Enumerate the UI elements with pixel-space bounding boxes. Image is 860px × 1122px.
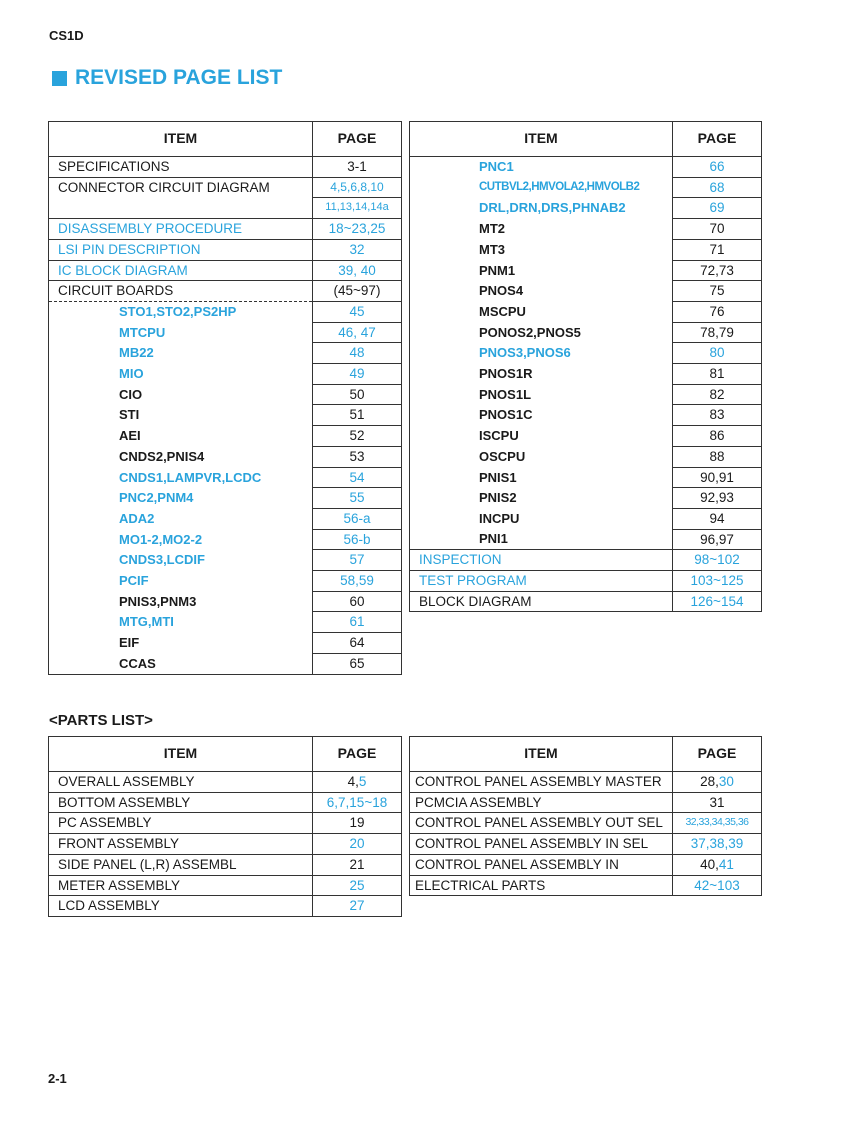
table-row bbox=[410, 281, 762, 302]
row-item: MTCPU bbox=[119, 324, 166, 340]
row-page: 4,5,6,8,10 bbox=[313, 177, 402, 198]
row-page: 42~103 bbox=[673, 875, 762, 896]
row-item: PNI1 bbox=[479, 531, 508, 547]
table-row bbox=[49, 260, 402, 281]
row-item: INCPU bbox=[479, 510, 520, 526]
row-page: 82 bbox=[673, 384, 762, 405]
table-row bbox=[49, 896, 402, 917]
table-row bbox=[410, 792, 762, 813]
table-row bbox=[49, 177, 402, 198]
table-row bbox=[49, 834, 402, 855]
item-column-header: ITEM bbox=[49, 737, 313, 772]
revised-page-table-left bbox=[48, 121, 402, 675]
row-page: 19 bbox=[313, 813, 402, 834]
row-item: PNC1 bbox=[479, 159, 514, 175]
row-page: 72,73 bbox=[673, 260, 762, 281]
row-item: OSCPU bbox=[479, 448, 526, 464]
page-column-header: PAGE bbox=[313, 122, 402, 157]
table-row bbox=[49, 198, 402, 219]
row-page: 27 bbox=[313, 896, 402, 917]
row-page: 31 bbox=[673, 792, 762, 813]
row-page: 88 bbox=[673, 446, 762, 467]
row-item: CONTROL PANEL ASSEMBLY IN bbox=[410, 854, 673, 875]
table-row bbox=[410, 813, 762, 834]
table-row bbox=[49, 772, 402, 793]
row-page-new: 5 bbox=[358, 774, 367, 789]
table-row bbox=[410, 772, 762, 793]
row-page-old: 40, bbox=[700, 856, 719, 872]
table-row bbox=[410, 219, 762, 240]
row-page: 66 bbox=[673, 157, 762, 178]
table-row bbox=[49, 219, 402, 240]
row-item: ISCPU bbox=[479, 428, 519, 444]
row-page: 58,59 bbox=[313, 571, 402, 592]
table-row bbox=[49, 405, 402, 426]
table-row bbox=[410, 343, 762, 364]
row-page: 49 bbox=[313, 364, 402, 385]
row-item: MT2 bbox=[479, 221, 505, 237]
row-page-new: 30 bbox=[718, 774, 734, 789]
row-item: MTG,MTI bbox=[119, 614, 174, 630]
row-page: 18~23,25 bbox=[313, 219, 402, 240]
row-page: 32,33,34,35,36 bbox=[673, 813, 762, 834]
table-row bbox=[410, 322, 762, 343]
row-item: INSPECTION bbox=[410, 550, 673, 571]
row-page: 11,13,14,14a bbox=[313, 198, 402, 219]
table-row bbox=[49, 157, 402, 178]
row-page: 96,97 bbox=[673, 529, 762, 550]
row-item: ELECTRICAL PARTS bbox=[410, 875, 673, 896]
table-row bbox=[410, 854, 762, 875]
row-item: MO1-2,MO2-2 bbox=[119, 531, 203, 547]
row-item bbox=[49, 198, 313, 219]
row-page: 37,38,39 bbox=[673, 834, 762, 855]
row-page: 94 bbox=[673, 508, 762, 529]
row-item: PNIS2 bbox=[479, 490, 517, 506]
page-number: 2-1 bbox=[48, 1071, 67, 1086]
table-row bbox=[410, 467, 762, 488]
row-item: LSI PIN DESCRIPTION bbox=[49, 239, 313, 260]
row-item: EIF bbox=[119, 635, 140, 651]
table-row bbox=[410, 446, 762, 467]
table-row bbox=[410, 364, 762, 385]
row-item: CIO bbox=[119, 386, 143, 402]
row-page: 69 bbox=[673, 198, 762, 219]
parts-list-heading: <PARTS LIST> bbox=[49, 712, 153, 729]
row-page-new: 41 bbox=[718, 856, 734, 872]
row-page: 60 bbox=[313, 591, 402, 612]
row-page: 46, 47 bbox=[313, 322, 402, 343]
row-item: CNDS2,PNIS4 bbox=[119, 448, 205, 464]
row-page: 80 bbox=[673, 343, 762, 364]
row-item: SIDE PANEL (L,R) ASSEMBL bbox=[49, 854, 313, 875]
table-row bbox=[49, 239, 402, 260]
row-page-old: 4, bbox=[347, 774, 359, 789]
row-page: 126~154 bbox=[673, 591, 762, 612]
row-item: BOTTOM ASSEMBLY bbox=[49, 792, 313, 813]
row-item: PNM1 bbox=[479, 262, 516, 278]
row-page: 50 bbox=[313, 384, 402, 405]
table-row bbox=[49, 322, 402, 343]
row-item: CIRCUIT BOARDS bbox=[49, 281, 313, 302]
row-page bbox=[673, 772, 762, 793]
row-item: PC ASSEMBLY bbox=[49, 813, 313, 834]
table-row bbox=[410, 591, 762, 612]
row-item: CNDS3,LCDIF bbox=[119, 552, 205, 568]
row-page: 52 bbox=[313, 426, 402, 447]
row-page: 21 bbox=[313, 854, 402, 875]
row-page: 68 bbox=[673, 177, 762, 198]
row-page: 103~125 bbox=[673, 571, 762, 592]
parts-table-left bbox=[48, 736, 402, 917]
table-row bbox=[410, 301, 762, 322]
row-item: CONNECTOR CIRCUIT DIAGRAM bbox=[49, 177, 313, 198]
row-item: PNOS3,PNOS6 bbox=[479, 345, 571, 361]
row-page: 39, 40 bbox=[313, 260, 402, 281]
table-row bbox=[410, 384, 762, 405]
row-item: PNIS1 bbox=[479, 469, 517, 485]
row-item: IC BLOCK DIAGRAM bbox=[49, 260, 313, 281]
row-item: CUTBVL2,HMVOLA2,HMVOLB2 bbox=[479, 180, 640, 193]
row-page: 25 bbox=[313, 875, 402, 896]
row-item: DRL,DRN,DRS,PHNAB2 bbox=[479, 200, 626, 216]
row-page: 32 bbox=[313, 239, 402, 260]
table-row bbox=[410, 488, 762, 509]
table-row bbox=[49, 364, 402, 385]
table-row bbox=[410, 426, 762, 447]
row-item: TEST PROGRAM bbox=[410, 571, 673, 592]
table-row bbox=[49, 813, 402, 834]
revised-page-table-right bbox=[409, 121, 762, 612]
table-row bbox=[49, 343, 402, 364]
table-row bbox=[49, 467, 402, 488]
row-page: 55 bbox=[313, 488, 402, 509]
table-row bbox=[49, 488, 402, 509]
row-page: 3-1 bbox=[313, 157, 402, 178]
table-row bbox=[410, 875, 762, 896]
row-item: PCIF bbox=[119, 573, 149, 589]
row-page: 61 bbox=[313, 612, 402, 633]
row-page: (45~97) bbox=[313, 281, 402, 302]
table-row bbox=[49, 301, 402, 322]
table-row bbox=[410, 260, 762, 281]
row-page: 92,93 bbox=[673, 488, 762, 509]
row-item: MB22 bbox=[119, 345, 154, 361]
row-item: CONTROL PANEL ASSEMBLY MASTER bbox=[410, 772, 673, 793]
row-page: 20 bbox=[313, 834, 402, 855]
row-item: STI bbox=[119, 407, 140, 423]
row-item: PNOS1R bbox=[479, 366, 533, 382]
parts-table-right bbox=[409, 736, 762, 896]
row-page bbox=[673, 854, 762, 875]
table-row bbox=[49, 854, 402, 875]
item-column-header: ITEM bbox=[410, 122, 673, 157]
row-item: LCD ASSEMBLY bbox=[49, 896, 313, 917]
table-row bbox=[410, 239, 762, 260]
row-item: STO1,STO2,PS2HP bbox=[49, 301, 313, 322]
row-page: 65 bbox=[313, 653, 402, 674]
table-row bbox=[49, 612, 402, 633]
row-item: CONTROL PANEL ASSEMBLY IN SEL bbox=[410, 834, 673, 855]
page-column-header: PAGE bbox=[313, 737, 402, 772]
table-row bbox=[49, 384, 402, 405]
row-item: PONOS2,PNOS5 bbox=[479, 324, 581, 340]
row-page: 75 bbox=[673, 281, 762, 302]
table-row bbox=[49, 591, 402, 612]
page-column-header: PAGE bbox=[673, 122, 762, 157]
table-row bbox=[49, 281, 402, 302]
table-row bbox=[49, 792, 402, 813]
table-row bbox=[410, 157, 762, 178]
table-row bbox=[49, 426, 402, 447]
row-item: PNOS1L bbox=[479, 386, 532, 402]
row-item: CCAS bbox=[119, 655, 156, 671]
row-page: 83 bbox=[673, 405, 762, 426]
table-row bbox=[49, 550, 402, 571]
row-item: PNIS3,PNM3 bbox=[119, 593, 197, 609]
row-item: AEI bbox=[119, 428, 141, 444]
table-row bbox=[410, 198, 762, 219]
page-title bbox=[52, 66, 282, 90]
page-column-header: PAGE bbox=[673, 737, 762, 772]
row-item: ADA2 bbox=[119, 510, 155, 526]
row-item: CONTROL PANEL ASSEMBLY OUT SEL bbox=[410, 813, 673, 834]
row-item: PNOS1C bbox=[479, 407, 533, 423]
row-item: SPECIFICATIONS bbox=[49, 157, 313, 178]
table-row bbox=[49, 529, 402, 550]
table-row bbox=[410, 529, 762, 550]
table-row bbox=[410, 177, 762, 198]
row-item: OVERALL ASSEMBLY bbox=[49, 772, 313, 793]
row-item: DISASSEMBLY PROCEDURE bbox=[49, 219, 313, 240]
row-item: MSCPU bbox=[479, 303, 526, 319]
row-page bbox=[313, 772, 402, 793]
row-page: 57 bbox=[313, 550, 402, 571]
row-page: 48 bbox=[313, 343, 402, 364]
row-page: 56-a bbox=[313, 508, 402, 529]
row-item: BLOCK DIAGRAM bbox=[410, 591, 673, 612]
table-row bbox=[410, 550, 762, 571]
table-row bbox=[410, 508, 762, 529]
table-row bbox=[49, 508, 402, 529]
table-row bbox=[49, 633, 402, 654]
row-page: 53 bbox=[313, 446, 402, 467]
row-item: PCMCIA ASSEMBLY bbox=[410, 792, 673, 813]
row-page: 78,79 bbox=[673, 322, 762, 343]
table-row bbox=[410, 405, 762, 426]
row-page: 64 bbox=[313, 633, 402, 654]
item-column-header: ITEM bbox=[410, 737, 673, 772]
row-page: 45 bbox=[313, 301, 402, 322]
row-page: 90,91 bbox=[673, 467, 762, 488]
row-item: PNC2,PNM4 bbox=[119, 490, 194, 506]
row-page: 98~102 bbox=[673, 550, 762, 571]
table-row bbox=[410, 571, 762, 592]
row-item: METER ASSEMBLY bbox=[49, 875, 313, 896]
row-page: 51 bbox=[313, 405, 402, 426]
row-item: MIO bbox=[119, 366, 144, 382]
table-row bbox=[410, 834, 762, 855]
table-row bbox=[49, 875, 402, 896]
model-code: CS1D bbox=[49, 28, 84, 43]
table-row bbox=[49, 653, 402, 674]
square-bullet-icon bbox=[52, 71, 67, 86]
row-page: 86 bbox=[673, 426, 762, 447]
row-item: FRONT ASSEMBLY bbox=[49, 834, 313, 855]
row-page: 71 bbox=[673, 239, 762, 260]
row-item: PNOS4 bbox=[479, 283, 524, 299]
row-item: MT3 bbox=[479, 241, 505, 257]
row-page: 56-b bbox=[313, 529, 402, 550]
table-row bbox=[49, 571, 402, 592]
row-page: 70 bbox=[673, 219, 762, 240]
row-page: 76 bbox=[673, 301, 762, 322]
row-page: 81 bbox=[673, 364, 762, 385]
item-column-header: ITEM bbox=[49, 122, 313, 157]
row-page-old: 28, bbox=[700, 774, 719, 789]
row-item: CNDS1,LAMPVR,LCDC bbox=[119, 469, 262, 485]
row-page: 6,7,15~18 bbox=[313, 792, 402, 813]
page-title-text: REVISED PAGE LIST bbox=[75, 66, 283, 89]
table-row bbox=[49, 446, 402, 467]
row-page: 54 bbox=[313, 467, 402, 488]
